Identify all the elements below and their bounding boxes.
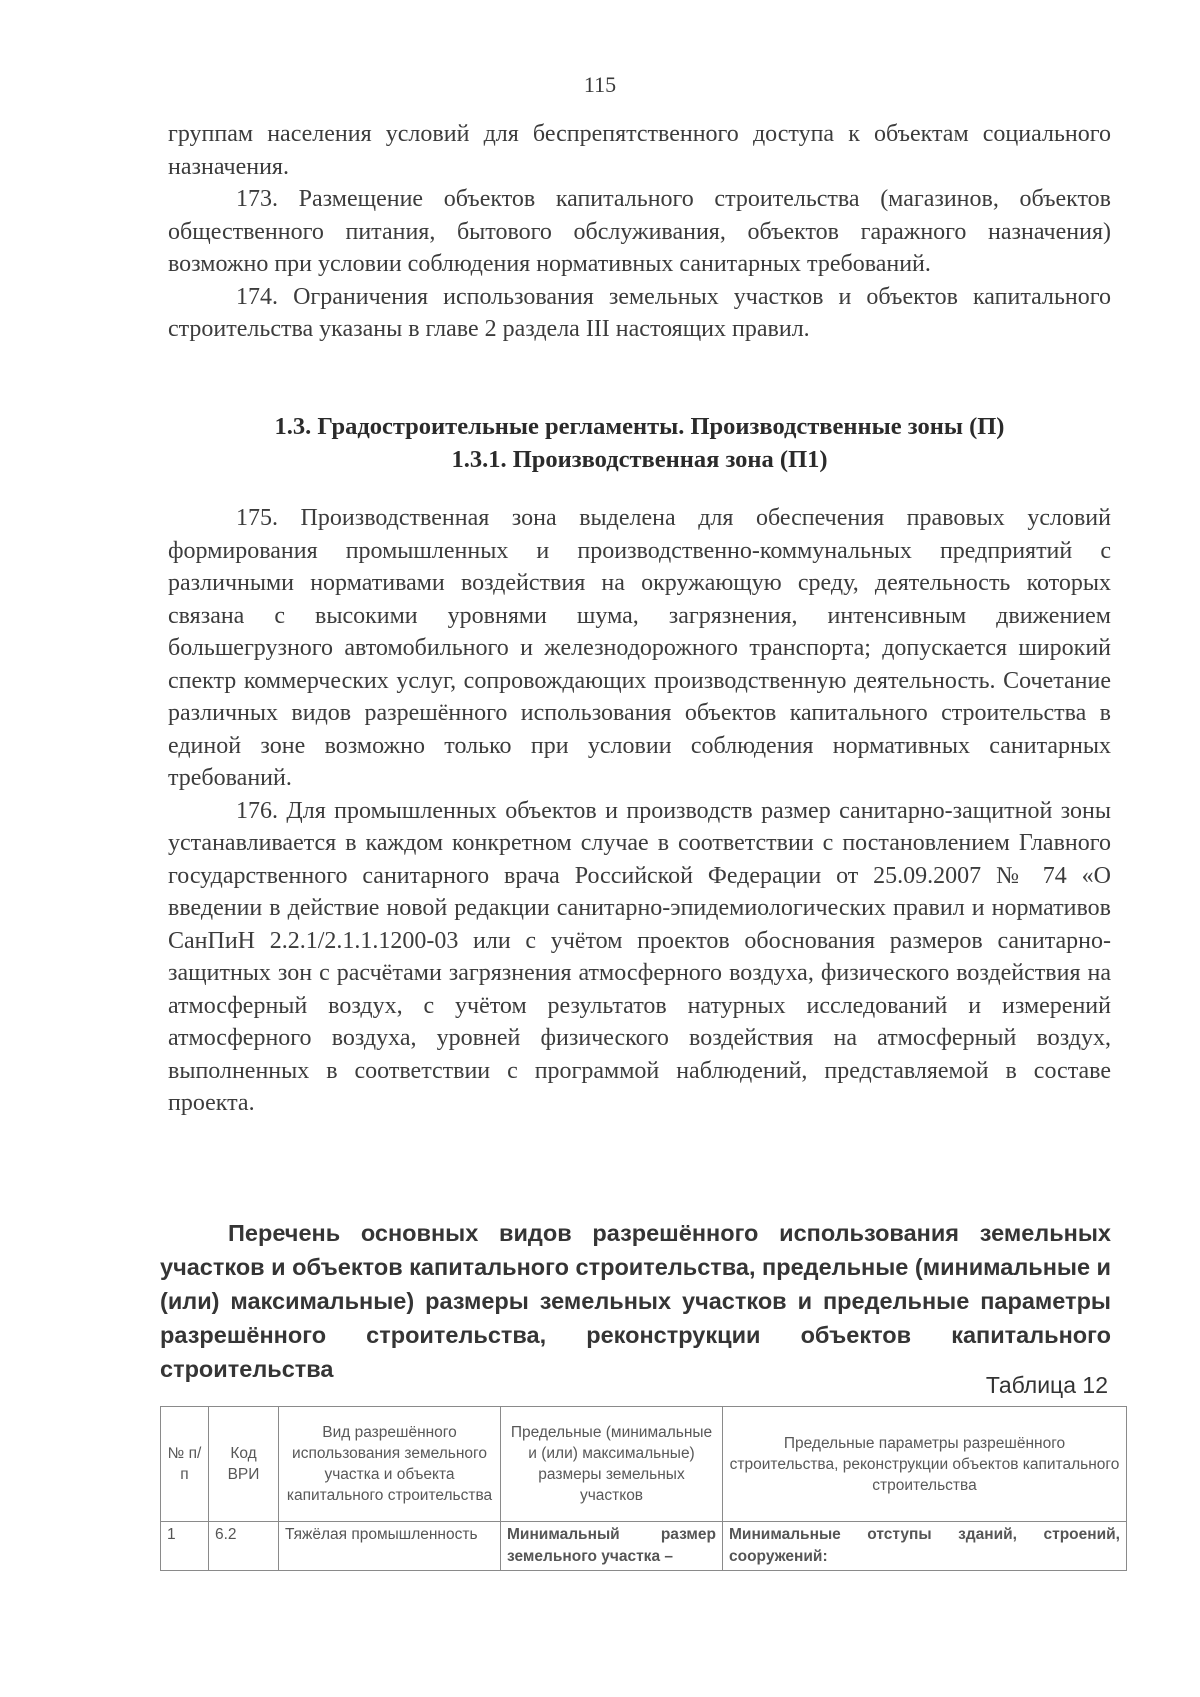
cell-kind: Тяжёлая промышленность [279,1522,501,1571]
cell-size: Минимальный размер земельного участка – [501,1522,723,1571]
paragraph-173: 173. Размещение объектов капитального строительства (магазинов, объектов общественного питания, бытового обслуживания, объектов гаражного назначения) возможно при условии соблюдения нормативных санитарных требований. [168,186,1111,277]
header-num: № п/п [161,1407,209,1522]
parameters-table [160,1406,1127,1571]
section-heading-line2: 1.3.1. Производственная зона (П1) [451,446,828,473]
paragraph-174: 174. Ограничения использования земельных участков и объектов капитального строительства указаны в главе 2 раздела III настоящих правил. [168,283,1111,342]
header-params: Предельные параметры разрешённого строительства, реконструкции объектов капитального строительства [723,1407,1127,1522]
cell-code: 6.2 [209,1522,279,1571]
paragraph-175: 175. Производственная зона выделена для обеспечения правовых условий формирования промышленных и производственно-коммунальных предприятий с различными нормативами воздействия на окружающую среду, деятельность которых связана с высокими уровнями шума, загрязнения, интенсивным движением большегрузного автомобильного и железнодорожного транспорта; допускается широкий спектр коммерческих услуг, сопровождающих производственную деятельность. Сочетание различных видов разрешённого использования объектов капитального строительства в единой зоне возможно только при условии соблюдения нормативных санитарных требований. [168,505,1111,791]
table-row [161,1522,1127,1571]
cell-num: 1 [161,1522,209,1571]
table-label: Таблица 12 [985,1372,1108,1398]
section-heading-line1: 1.3. Градостроительные регламенты. Производственные зоны (П) [274,413,1005,440]
header-kind: Вид разрешённого использования земельного участка и объекта капитального строительства [279,1407,501,1522]
text-block-continuation [168,118,1111,346]
paragraph-continuation: группам населения условий для беспрепятственного доступа к объектам социального назначения. [168,121,1111,180]
list-title-text: Перечень основных видов разрешённого использования земельных участков и объектов капитального строительства, предельные (минимальные и (или) максимальные) размеры земельных участков и предельные параметры разрешённого строительства, реконструкции объектов капитального строительства [160,1220,1112,1382]
table-header-row [161,1407,1127,1522]
paragraph-176: 176. Для промышленных объектов и производств размер санитарно-защитной зоны устанавливается в каждом конкретном случае в соответствии с постановлением Главного государственного санитарного врача Российской Федерации от 25.09.2007 № 74 «О введении в действие новой редакции санитарно-эпидемиологических правил и нормативов СанПиН 2.2.1/2.1.1.1200-03 или с учётом проектов обоснования размеров санитарно-защитных зон с расчётами загрязнения атмосферного воздуха, физического воздействия на атмосферный воздух, с учётом результатов натурных исследований и измерений атмосферного воздуха, уровней физического воздействия на атмосферный воздух, выполненных в соответствии с программой наблюдений, представляемой в составе проекта. [168,797,1111,1116]
section-heading [168,410,1111,476]
list-title [160,1216,1111,1386]
header-code: Код ВРИ [209,1407,279,1522]
header-size: Предельные (минимальные и (или) максимальные) размеры земельных участков [501,1407,723,1522]
page-number: 115 [583,72,617,97]
cell-params: Минимальные отступы зданий, строений, сооружений: [723,1522,1127,1571]
text-block-zone [168,502,1111,1120]
